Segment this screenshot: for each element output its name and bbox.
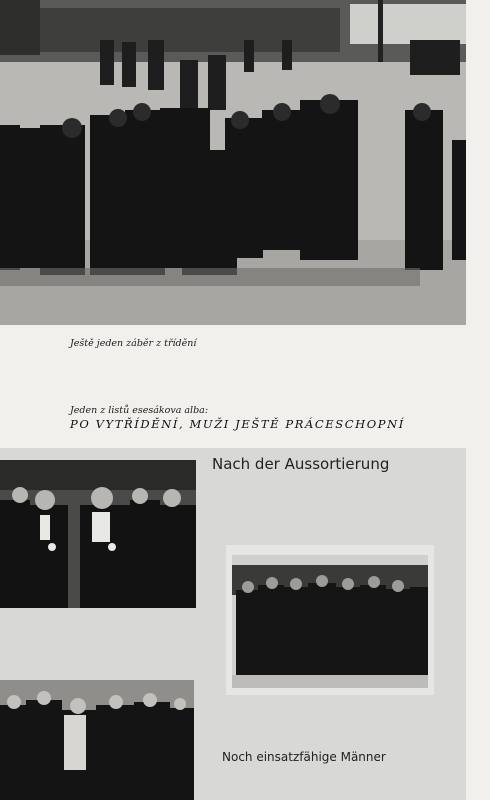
top-photograph <box>0 0 466 325</box>
album-photo-left-top <box>0 460 196 608</box>
album-subtitle: Noch einsatzfähige Männer <box>222 750 386 764</box>
album-title: Nach der Aussortierung <box>212 455 390 473</box>
album-photo-left-bottom <box>0 680 194 800</box>
album-intro-caption: Jeden z listů esesákova alba: <box>70 405 209 416</box>
album-photo-right <box>232 555 428 688</box>
album-heading-caption: PO VYTŘÍDĚNÍ, MUŽI JEŠTĚ PRÁCESCHOPNÍ <box>70 417 405 431</box>
top-photo-caption: Ještě jeden záběr z třídění <box>70 338 197 349</box>
